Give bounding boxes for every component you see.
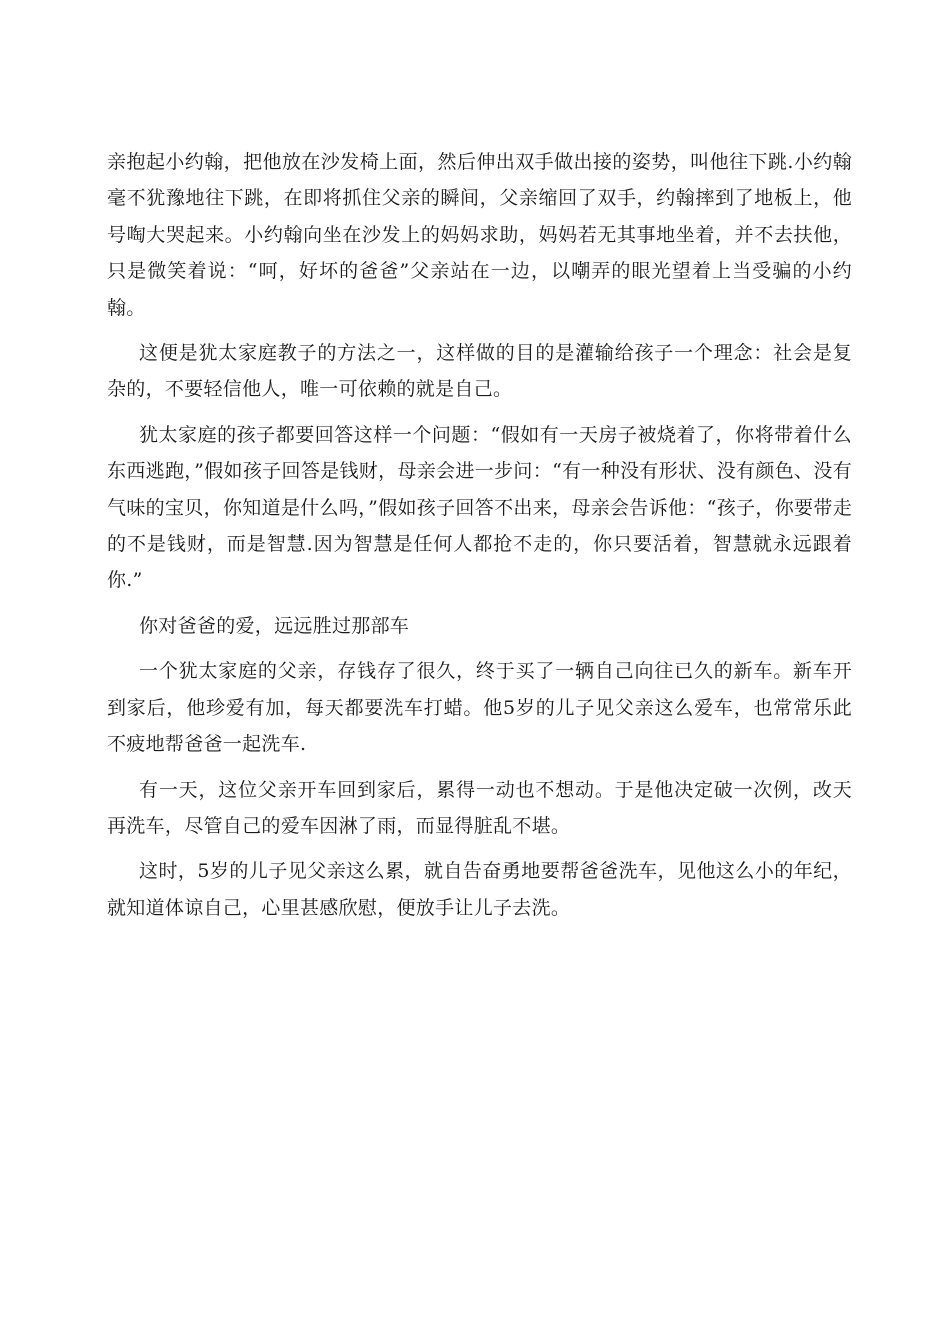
- section-heading: 你对爸爸的爱，远远胜过那部车: [139, 614, 410, 637]
- paragraph-2: 这便是犹太家庭教子的方法之一，这样做的目的是灌输给孩子一个理念：社会是复杂的，不要轻信他人，唯一可依赖的就是自己。: [107, 342, 852, 401]
- paragraph-1: 亲抱起小约翰，把他放在沙发椅上面，然后伸出双手做出接的姿势，叫他往下跳.小约翰毫不犹豫地往下跳，在即将抓住父亲的瞬间，父亲缩回了双手，约翰摔到了地板上，他号啕大哭起来。小约翰向坐在沙发上的妈妈求助，妈妈若无其事地坐着，并不去扶他，只是微笑着说：“呵，好坏的爸爸”父亲站在一边，以嘲弄的眼光望着上当受骗的小约翰。: [107, 151, 852, 319]
- paragraph-5: 有一天，这位父亲开车回到家后，累得一动也不想动。于是他决定破一次例，改天再洗车，尽管自己的爱车因淋了雨，而显得脏乱不堪。: [107, 778, 852, 837]
- paragraph-4: 一个犹太家庭的父亲，存钱存了很久，终于买了一辆自己向往已久的新车。新车开到家后，他珍爱有加，每天都要洗车打蜡。他5岁的儿子见父亲这么爱车，也常常乐此不疲地帮爸爸一起洗车.: [107, 660, 852, 756]
- document-body: [107, 144, 852, 935]
- paragraph-6: 这时，5岁的儿子见父亲这么累，就自告奋勇地要帮爸爸洗车，见他这么小的年纪，就知道体谅自己，心里甚感欣慰，便放手让儿子去洗。: [107, 860, 852, 919]
- paragraph-3: 犹太家庭的孩子都要回答这样一个问题：“假如有一天房子被烧着了，你将带着什么东西逃跑，”假如孩子回答是钱财，母亲会进一步问：“有一种没有形状、没有颜色、没有气味的宝贝，你知道是什么吗，”假如孩子回答不出来，母亲会告诉他：“孩子，你要带走的不是钱财，而是智慧.因为智慧是任何人都抢不走的，你只要活着，智慧就永远跟着你.”: [107, 423, 852, 592]
